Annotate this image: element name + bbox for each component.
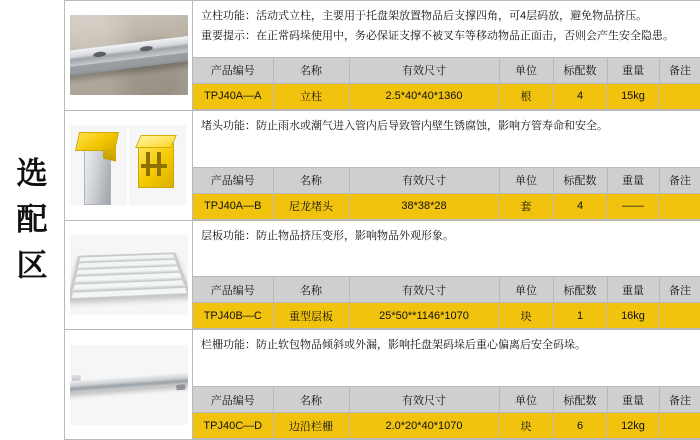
column-header-weight: 重量 — [607, 277, 659, 303]
table-header-row — [193, 167, 700, 193]
description-line: 栏栅功能：防止软包物品倾斜或外漏，影响托盘架码垛后重心偏离后安全码垛。 — [201, 339, 586, 352]
spec-table — [193, 386, 700, 439]
cell-remark — [659, 83, 700, 109]
column-header-std-qty: 标配数 — [553, 387, 607, 413]
description-line: 重要提示：在正常码垛使用中，务必保证支撑不被叉车等移动物品正面击，否则会产生安全隐患。 — [201, 30, 674, 43]
cell-std-qty: 6 — [553, 413, 607, 439]
column-header-unit: 单位 — [499, 167, 553, 193]
spec-table — [193, 167, 700, 220]
column-header-size: 有效尺寸 — [349, 167, 499, 193]
cell-name: 尼龙堵头 — [273, 193, 349, 219]
product-section-edge-rail — [65, 330, 700, 439]
section-label-char-3: 区 — [16, 247, 48, 283]
column-header-remark: 备注 — [659, 387, 700, 413]
steel-post-photo — [70, 15, 188, 95]
product-image-cell — [65, 221, 193, 330]
product-image-cell — [65, 330, 193, 439]
product-text-cell — [193, 1, 700, 110]
table-row — [193, 413, 700, 439]
section-label-char-1: 选 — [16, 156, 48, 192]
section-label-char-2: 配 — [16, 202, 48, 238]
table-row — [193, 303, 700, 329]
table-row — [193, 83, 700, 109]
column-header-weight: 重量 — [607, 167, 659, 193]
column-header-size: 有效尺寸 — [349, 57, 499, 83]
cell-code: TPJ40A—A — [193, 83, 273, 109]
cell-unit: 根 — [499, 83, 553, 109]
cell-weight: —— — [607, 193, 659, 219]
column-header-weight: 重量 — [607, 57, 659, 83]
column-header-std-qty: 标配数 — [553, 167, 607, 193]
cell-weight: 16kg — [607, 303, 659, 329]
column-header-unit: 单位 — [499, 57, 553, 83]
description-line: 层板功能：防止物品挤压变形，影响物品外观形象。 — [201, 229, 454, 242]
nylon-cap-on-post-photo — [70, 125, 127, 205]
spec-table — [193, 57, 700, 110]
column-header-code: 产品编号 — [193, 167, 273, 193]
catalog-content — [64, 0, 700, 440]
column-header-name: 名称 — [273, 57, 349, 83]
cell-remark — [659, 193, 700, 219]
column-header-weight: 重量 — [607, 387, 659, 413]
cell-unit: 套 — [499, 193, 553, 219]
cell-std-qty: 1 — [553, 303, 607, 329]
cell-size: 2.5*40*40*1360 — [349, 83, 499, 109]
cell-unit: 块 — [499, 413, 553, 439]
nylon-cap-closeup-photo — [129, 125, 186, 205]
section-label-vertical — [0, 0, 64, 440]
product-section-post — [65, 1, 700, 111]
cell-remark — [659, 303, 700, 329]
cell-std-qty: 4 — [553, 193, 607, 219]
cell-unit: 块 — [499, 303, 553, 329]
cell-size: 38*38*28 — [349, 193, 499, 219]
spec-table — [193, 276, 700, 329]
table-row — [193, 193, 700, 219]
cell-remark — [659, 413, 700, 439]
table-header-row — [193, 57, 700, 83]
column-header-unit: 单位 — [499, 277, 553, 303]
column-header-std-qty: 标配数 — [553, 277, 607, 303]
cell-weight: 12kg — [607, 413, 659, 439]
cell-code: TPJ40C—D — [193, 413, 273, 439]
cell-weight: 15kg — [607, 83, 659, 109]
edge-rail-photo — [70, 345, 188, 425]
product-description — [193, 1, 700, 49]
column-header-code: 产品编号 — [193, 277, 273, 303]
column-header-remark: 备注 — [659, 57, 700, 83]
product-description — [193, 111, 700, 139]
description-line: 立柱功能：活动式立柱，主要用于托盘架放置物品后支撑四角，可4层码放，避免物品挤压。 — [201, 10, 648, 22]
nylon-cap-photo — [70, 125, 188, 205]
cell-name: 立柱 — [273, 83, 349, 109]
cell-code: TPJ40B—C — [193, 303, 273, 329]
product-text-cell — [193, 221, 700, 330]
column-header-remark: 备注 — [659, 167, 700, 193]
product-section-nylon-cap — [65, 111, 700, 221]
cell-size: 2.0*20*40*1070 — [349, 413, 499, 439]
product-section-deck-board — [65, 221, 700, 331]
product-text-cell — [193, 330, 700, 439]
column-header-remark: 备注 — [659, 277, 700, 303]
product-image-cell — [65, 111, 193, 220]
table-header-row — [193, 387, 700, 413]
column-header-code: 产品编号 — [193, 57, 273, 83]
column-header-name: 名称 — [273, 277, 349, 303]
column-header-name: 名称 — [273, 167, 349, 193]
heavy-duty-deck-photo — [70, 235, 188, 315]
column-header-size: 有效尺寸 — [349, 277, 499, 303]
column-header-std-qty: 标配数 — [553, 57, 607, 83]
column-header-unit: 单位 — [499, 387, 553, 413]
cell-name: 边沿栏栅 — [273, 413, 349, 439]
product-text-cell — [193, 111, 700, 220]
product-image-cell — [65, 1, 193, 110]
cell-size: 25*50**1146*1070 — [349, 303, 499, 329]
column-header-size: 有效尺寸 — [349, 387, 499, 413]
column-header-name: 名称 — [273, 387, 349, 413]
cell-std-qty: 4 — [553, 83, 607, 109]
cell-code: TPJ40A—B — [193, 193, 273, 219]
table-header-row — [193, 277, 700, 303]
cell-name: 重型层板 — [273, 303, 349, 329]
product-description — [193, 330, 700, 358]
column-header-code: 产品编号 — [193, 387, 273, 413]
deck-grid — [70, 253, 188, 302]
product-description — [193, 221, 700, 249]
description-line: 堵头功能：防止雨水或潮气进入管内后导致管内壁生锈腐蚀，影响方管寿命和安全。 — [201, 119, 608, 132]
